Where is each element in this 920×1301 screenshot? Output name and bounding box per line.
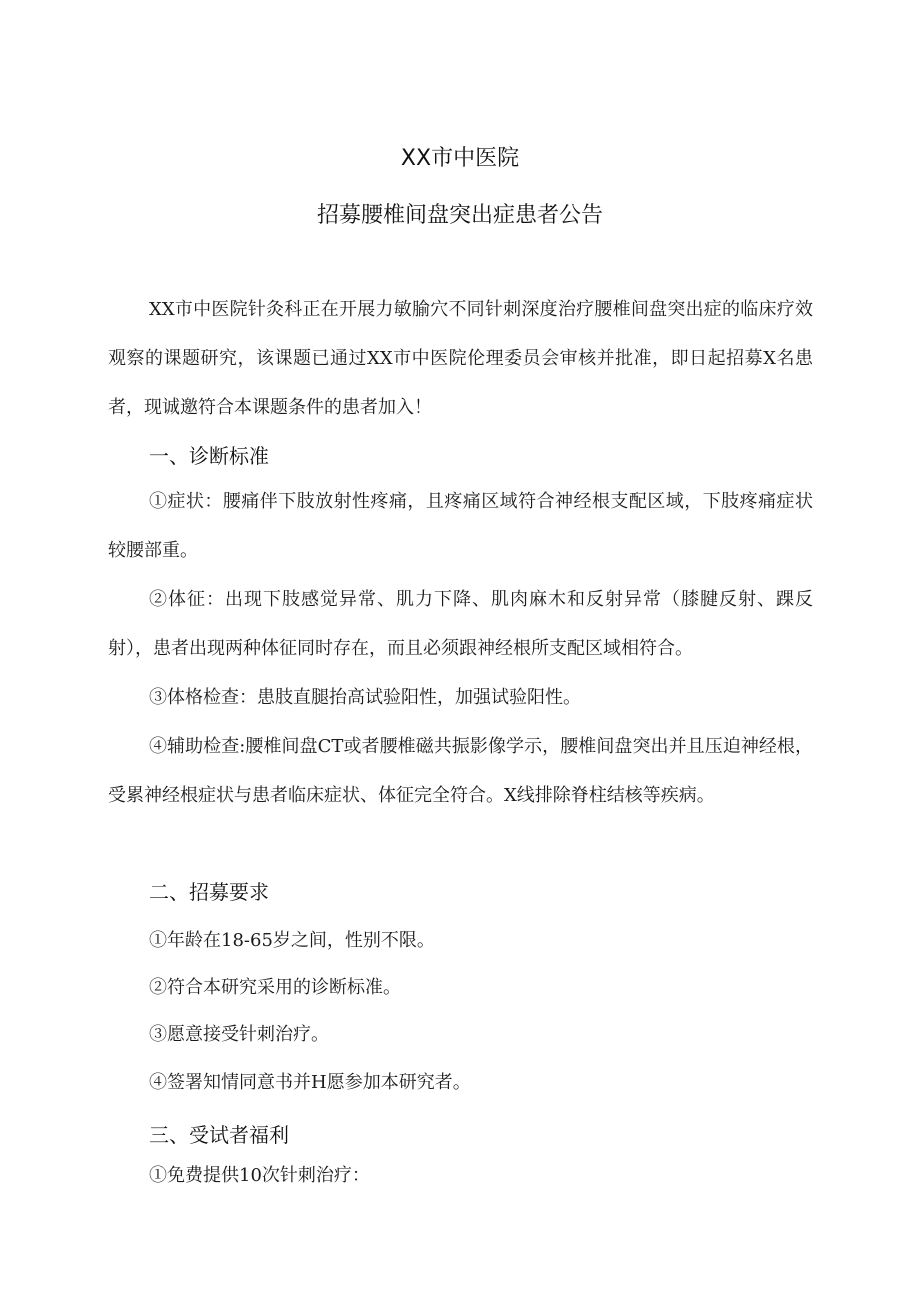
benefit-item-free-treatment: ①免费提供10次针刺治疗： [149,1165,370,1186]
diagnosis-item-auxiliary-exam: ④辅助检查:腰椎间盘CT或者腰椎磁共振影像学示，腰椎间盘突出并且压迫神经根，受累神经根症状与患者临床症状、体征完全符合。X线排除脊柱结核等疾病。 [108,736,813,806]
diagnosis-item-signs: ②体征：出现下肢感觉异常、肌力下降、肌肉麻木和反射异常（膝腱反射、踝反射），患者出现两种体征同时存在，而且必须跟神经根所支配区域相符合。 [108,589,813,659]
diagnosis-item-symptoms: ①症状：腰痛伴下肢放射性疼痛，且疼痛区域符合神经根支配区域，下肢疼痛症状较腰部重。 [108,491,813,561]
requirement-item-age: ①年龄在18-65岁之间，性别不限。 [149,930,435,951]
section-heading-requirements: 二、招募要求 [149,880,269,904]
section-heading-diagnosis: 一、诊断标准 [149,444,269,468]
requirement-item-consent: ④签署知情同意书并H愿参加本研究者。 [149,1072,471,1093]
diagnosis-item-physical-exam: ③体格检查：患肢直腿抬高试验阳性，加强试验阳性。 [149,687,581,708]
page-title: 招募腰椎间盘突出症患者公告 [316,203,603,228]
section-heading-benefits: 三、受试者福利 [149,1123,289,1147]
requirement-item-willing: ③愿意接受针刺治疗。 [149,1024,329,1045]
hospital-name: XX市中医院 [400,146,520,171]
intro-paragraph: XX市中医院针灸科正在开展力敏腧穴不同针刺深度治疗腰椎间盘突出症的临床疗效观察的课题研究，该课题已通过XX市中医院伦理委员会审核并批准，即日起招募X名患者，现诚邀符合本课题条件的患者加入！ [108,299,813,418]
requirement-item-criteria: ②符合本研究采用的诊断标准。 [149,977,401,998]
